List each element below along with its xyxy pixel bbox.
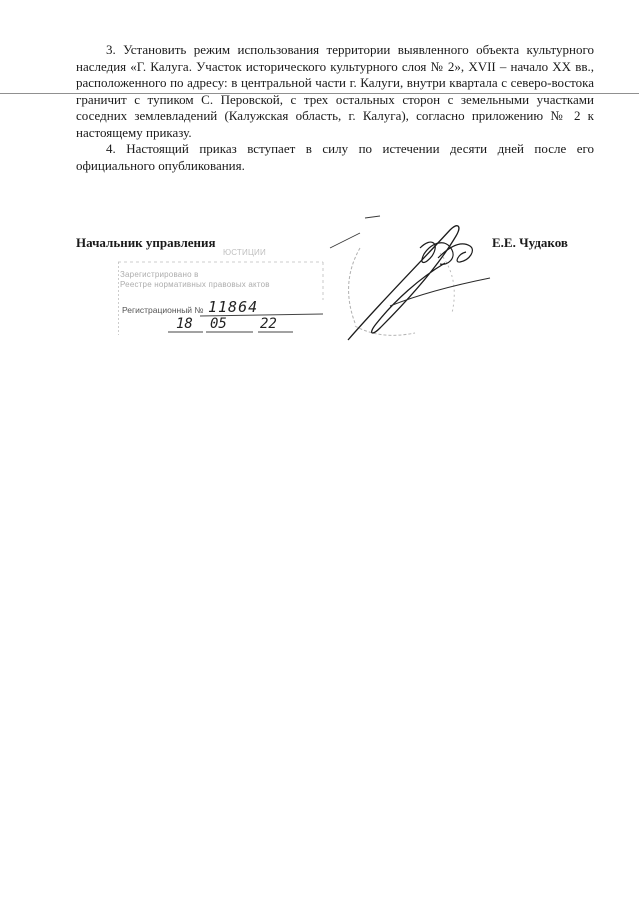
signatory-name: Е.Е. Чудаков <box>492 235 568 250</box>
stamp-faded-text: Зарегистрировано в <box>120 270 199 279</box>
paragraph-4: 4. Настоящий приказ вступает в силу по истечении десяти дней после его официального опубликования. <box>76 141 594 173</box>
registration-day: 18 <box>176 316 193 332</box>
registration-label: Регистрационный № <box>122 305 204 315</box>
registration-month: 05 <box>210 316 227 332</box>
registration-year: 22 <box>260 316 277 332</box>
paragraph-3: 3. Установить режим использования территории выявленного объекта культурного наследия «Г. Калуга. Участок исторического культурного слоя № 2», XVII – начало XX вв., расположенного по адресу: в центральной части г. Калуги, внутри квартала с северо-востока граничит с тупиком С. Перовской, с трех остальных сторон с земельными участками соседних землевладений (Калужская область, г. Калуга), согласно приложению № 2 к настоящему приказу. <box>76 42 594 140</box>
handwritten-signature <box>320 208 500 343</box>
stamp-faded-text: ЮСТИЦИИ <box>223 248 266 257</box>
signatory-title: Начальник управления <box>76 235 216 250</box>
registration-number: 11864 <box>208 298 259 316</box>
document-body <box>76 42 594 174</box>
registration-stamp <box>118 250 333 340</box>
stamp-faded-text: Реестре нормативных правовых актов <box>120 280 270 289</box>
